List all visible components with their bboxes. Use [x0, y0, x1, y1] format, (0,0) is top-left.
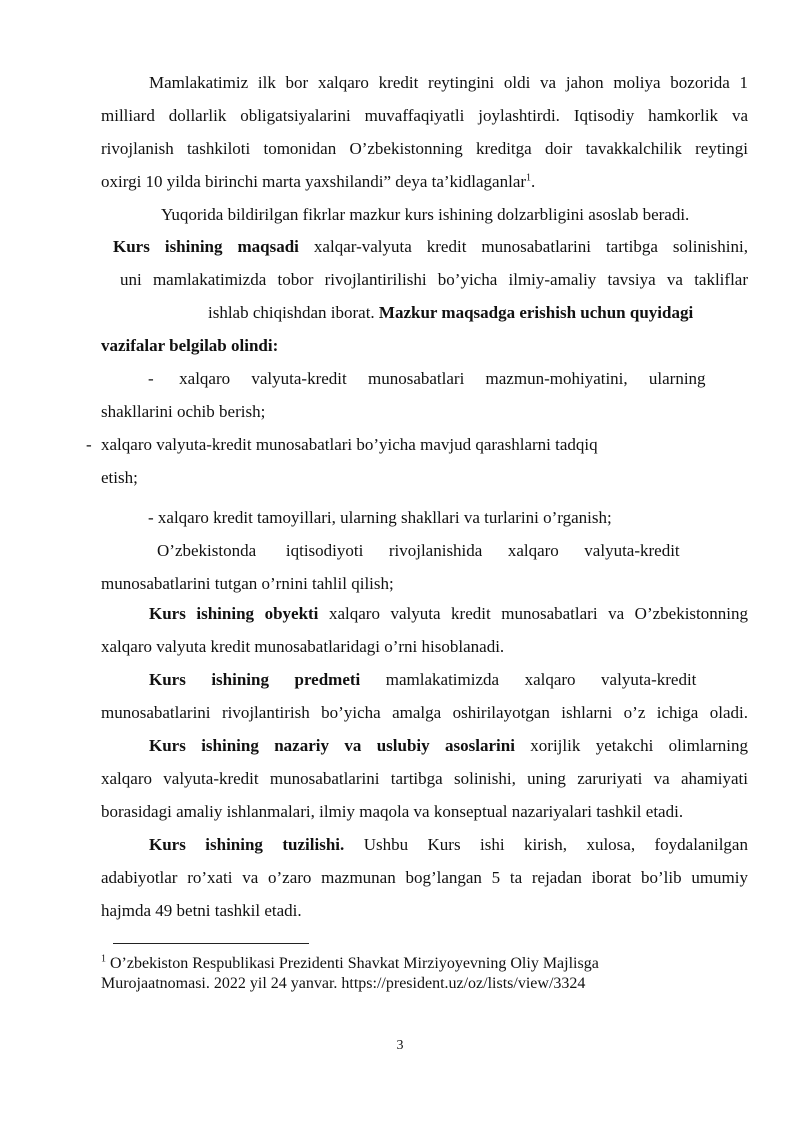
p3-line-2: uni mamlakatimizda tobor rivojlantirilishi bo’yicha ilmiy-amaliy tavsiya va takliflar — [120, 270, 748, 289]
p7-line-3: hajmda 49 betni tashkil etadi. — [101, 901, 302, 920]
p5-line-1: Kurs ishining predmeti mamlakatimizda xalqaro valyuta-kredit — [149, 670, 697, 689]
footnote-line-1: $^1$ O’zbekiston Respublikasi Prezidenti Shavkat Mirziyoyevning Oliy Majlisga — [101, 953, 599, 972]
p3-line-1: Kurs ishining maqsadi xalqar-valyuta kredit munosabatlarini tartibga solinishini, — [113, 237, 748, 256]
task-1-line-1: - xalqaro valyuta-kredit munosabatlari mazmun-mohiyatini, ularning — [148, 369, 706, 388]
task-2-line-2: etish; — [101, 468, 138, 487]
p6-line-1: Kurs ishining nazariy va uslubiy asoslarini xorijlik yetakchi olimlarning — [149, 736, 748, 755]
p3-line-3: ishlab chiqishdan iborat. Mazkur maqsadga erishish uchun quyidagi — [208, 303, 694, 322]
task-2-dash: - — [86, 435, 92, 454]
footnote-line-2: Murojaatnomasi. 2022 yil 24 yanvar. https://president.uz/oz/lists/view/3324 — [101, 975, 586, 992]
page-number: 3 — [396, 1038, 404, 1053]
p4-line-2: xalqaro valyuta kredit munosabatlaridagi o’rni hisoblanadi. — [101, 637, 505, 656]
task-2-line-1: xalqaro valyuta-kredit munosabatlari bo’yicha mavjud qarashlarni tadqiq — [101, 435, 598, 454]
p1-line-2: milliard dollarlik obligatsiyalarini muvaffaqiyatli joylashtirdi. Iqtisodiy hamkorlik va — [101, 106, 748, 125]
footnote-marker: 1 — [101, 953, 106, 965]
footnote-separator — [113, 943, 309, 944]
p3-line-4: vazifalar belgilab olindi: — [101, 336, 279, 355]
task-4-line-1: O’zbekistonda iqtisodiyoti rivojlanishida xalqaro valyuta-kredit — [157, 541, 680, 560]
p7-line-2: adabiyotlar ro’xati va o’zaro mazmunan bog’langan 5 ta rejadan iborat bo’lib umumiy — [101, 868, 748, 887]
p4-line-1: Kurs ishining obyekti xalqaro valyuta kredit munosabatlari va O’zbekistonning — [149, 604, 748, 623]
p5-line-2: munosabatlarini rivojlantirish bo’yicha amalga oshirilayotgan ishlarni o’z ichiga oladi. — [101, 703, 748, 722]
p2-line-1: Yuqorida bildirilgan fikrlar mazkur kurs ishining dolzarbligini asoslab beradi. — [161, 205, 690, 224]
p1-line-4: oxirgi 10 yilda birinchi marta yaxshilandi” deya ta’kidlaganlar$^1$. — [101, 172, 536, 191]
p1-line-3: rivojlanish tashkiloti tomonidan O’zbekistonning kreditga doir tavakkalchilik reytingi — [101, 139, 748, 158]
p6-line-3: borasidagi amaliy ishlanmalari, ilmiy maqola va konseptual nazariyalari tashkil etadi. — [101, 802, 684, 821]
p7-line-1: Kurs ishining tuzilishi. Ushbu Kurs ishi kirish, xulosa, foydalanilgan — [149, 835, 748, 854]
footnote-ref: 1 — [526, 172, 532, 184]
task-1-line-2: shakllarini ochib berish; — [101, 402, 266, 421]
task-4-line-2: munosabatlarini tutgan o’rnini tahlil qilish; — [101, 574, 394, 593]
p6-line-2: xalqaro valyuta-kredit munosabatlarini tartibga solinishi, uning zaruriyati va ahamiyati — [101, 769, 748, 788]
p1-line-1: Mamlakatimiz ilk bor xalqaro kredit reytingini oldi va jahon moliya bozorida 1 — [149, 73, 748, 92]
task-3-line-1: - xalqaro kredit tamoyillari, ularning shakllari va turlarini o’rganish; — [148, 508, 612, 527]
